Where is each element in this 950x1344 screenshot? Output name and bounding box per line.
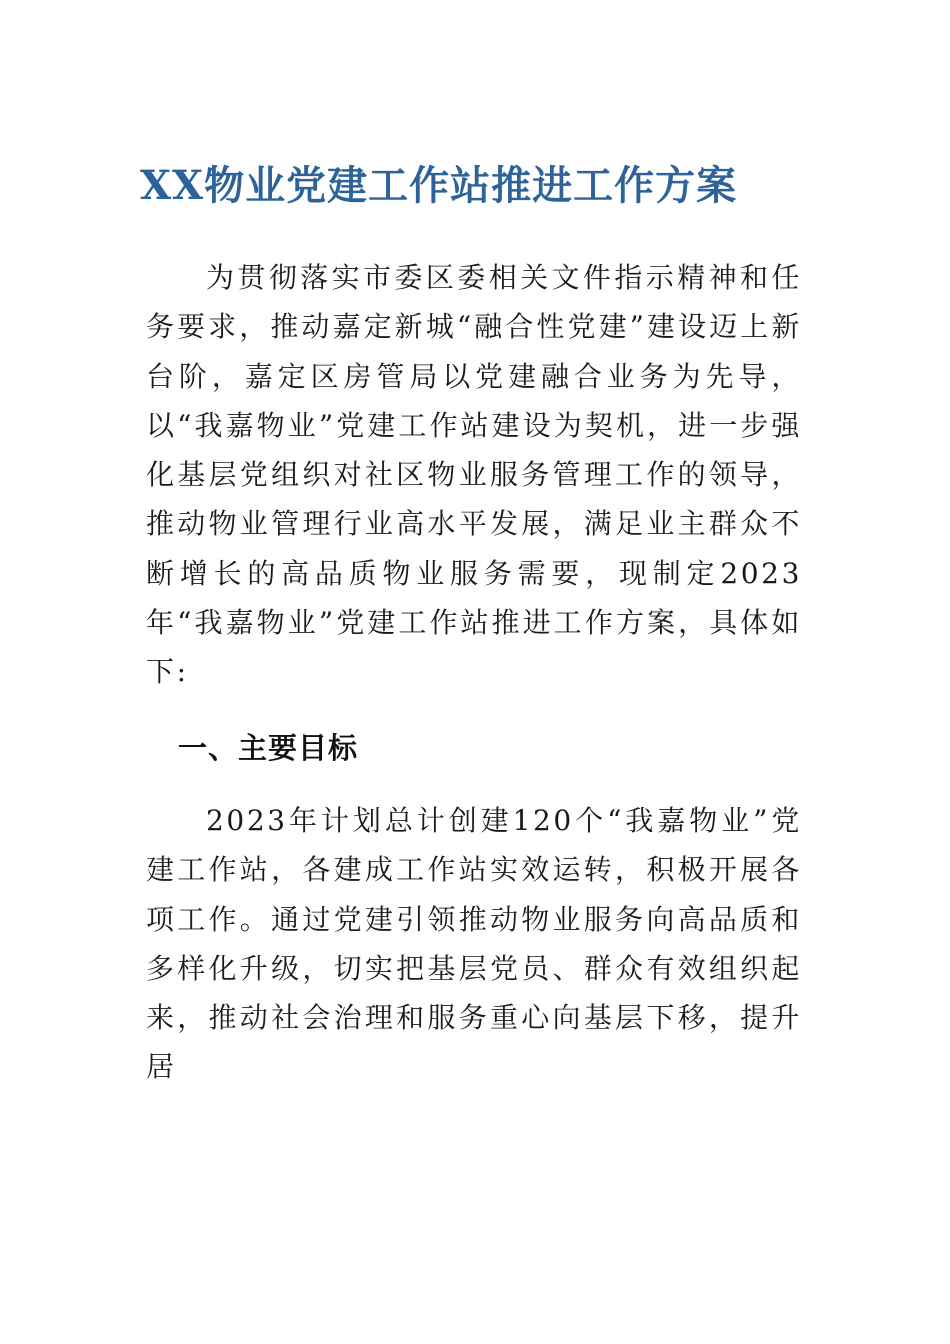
section-heading-main-goals: 一、主要目标 xyxy=(178,731,359,765)
document-title: XX物业党建工作站推进工作方案 xyxy=(140,162,738,209)
main-goals-paragraph: 2023年计划总计创建120个“我嘉物业”党建工作站，各建成工作站实效运转，积极开展各项工作。通过党建引领推动物业服务向高品质和多样化升级，切实把基层党员、群众有效组织起来，推动社会治理和服务重心向基层下移，提升居 xyxy=(146,804,802,1084)
intro-paragraph: 为贯彻落实市委区委相关文件指示精神和任务要求，推动嘉定新城“融合性党建”建设迈上新台阶，嘉定区房管局以党建融合业务为先导，以“我嘉物业”党建工作站建设为契机，进一步强化基层党组织对社区物业服务管理工作的领导，推动物业管理行业高水平发展，满足业主群众不断增长的高品质物业服务需要，现制定2023年“我嘉物业”党建工作站推进工作方案，具体如下: xyxy=(146,261,802,689)
